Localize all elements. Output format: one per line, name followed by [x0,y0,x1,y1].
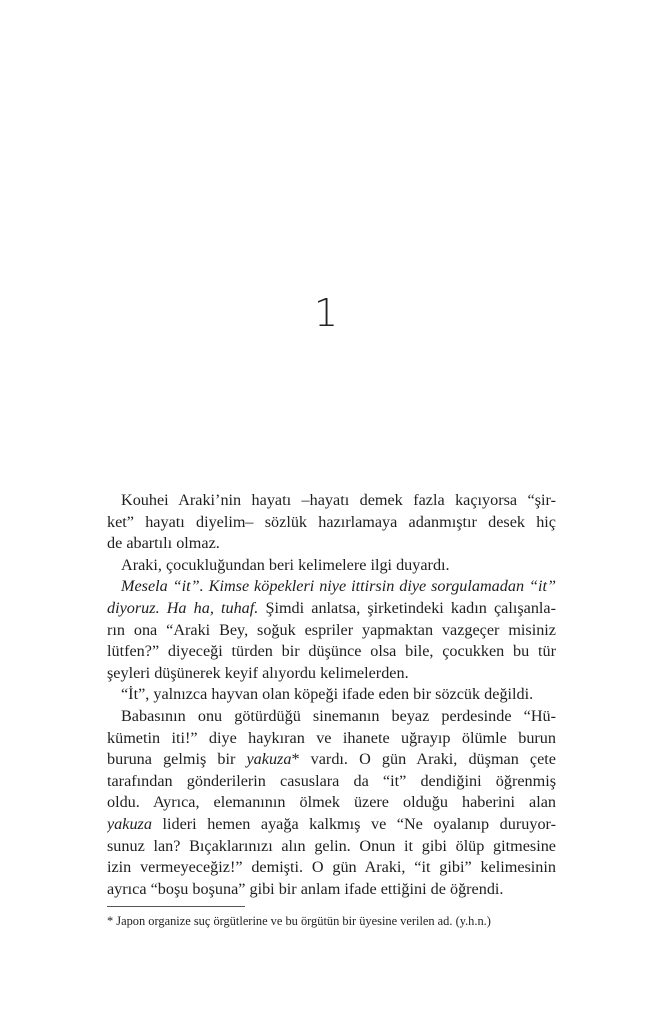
text-line [107,792,556,814]
text-run: tarafından gönderilerin casuslara da “it” dendiğini öğrenmiş [107,771,556,790]
text-run: sunuz lan? Bıçaklarınızı alın gelin. Onun it gibi ölüp gitmesine [107,836,556,855]
text-line [107,836,556,858]
text-line [107,490,556,512]
text-line [107,814,556,836]
text-line [107,879,556,901]
italic-text: yakuza [246,750,292,769]
body-text [107,490,556,900]
chapter-number: 1 [313,291,339,335]
text-run: buruna gelmiş bir [107,750,247,769]
text-line [107,706,556,728]
text-run: * vardı. O gün Araki, düşman çete [291,750,556,769]
text-run: lütfen?” diyeceği türden bir düşünce olsa bile, çocukken bu tür [107,642,556,661]
text-line [107,641,556,663]
text-run: ket” hayatı diyelim– sözlük hazırlamaya adanmıştır desek hiç [107,512,556,531]
text-run: de abartılı olmaz. [107,534,220,553]
text-line [107,533,556,555]
text-run: “İt”, yalnızca hayvan olan köpeği ifade eden bir sözcük değildi. [121,685,534,704]
text-run: izin vermeyeceğiz!” demişti. O gün Araki, “it gibi” kelimesinin [107,858,556,877]
text-run: şeyleri düşünerek keyif alıyordu kelimelerden. [107,663,409,682]
text-line [107,576,556,598]
text-run: Araki, çocukluğundan beri kelimelere ilgi duyardı. [121,555,450,574]
text-run: oldu. Ayrıca, elemanının ölmek üzere olduğu haberini alan [107,793,556,812]
text-line [107,663,556,685]
text-line [107,749,556,771]
text-run: ayrıca “boşu boşuna” gibi bir anlam ifade ettiğini de öğrendi. [107,879,504,898]
footnote-divider [107,906,245,907]
italic-text: yakuza [107,814,152,833]
text-line [107,728,556,750]
text-run: rın ona “Araki Bey, soğuk espriler yapmaktan vazgeçer misiniz [107,620,556,639]
text-run: kümetin iti!” diye haykıran ve ihanete uğrayıp ölümle burun [107,728,556,747]
text-line [107,555,556,577]
text-run: Kouhei Araki’nin hayatı –hayatı demek fazla kaçıyorsa “şir- [121,491,556,509]
text-run: Babasının onu götürdüğü sinemanın beyaz perdesinde “Hü- [121,706,556,725]
text-line [107,684,556,706]
text-run: Şimdi anlatsa, şirketindeki kadın çalışanla- [258,598,556,617]
italic-text: Mesela “it”. Kimse köpekleri niye ittirsin diye sorgulamadan “it” [121,577,556,596]
italic-text: diyoruz. Ha ha, tuhaf. [107,598,259,617]
text-line [107,620,556,642]
text-line [107,857,556,879]
footnote: * Japon organize suç örgütlerine ve bu örgütün bir üyesine verilen ad. (y.h.n.) [107,914,491,928]
text-run: lideri hemen ayağa kalkmış ve “Ne oyalanıp duruyor- [151,814,556,833]
text-line [107,598,556,620]
text-line [107,512,556,534]
text-line [107,771,556,793]
